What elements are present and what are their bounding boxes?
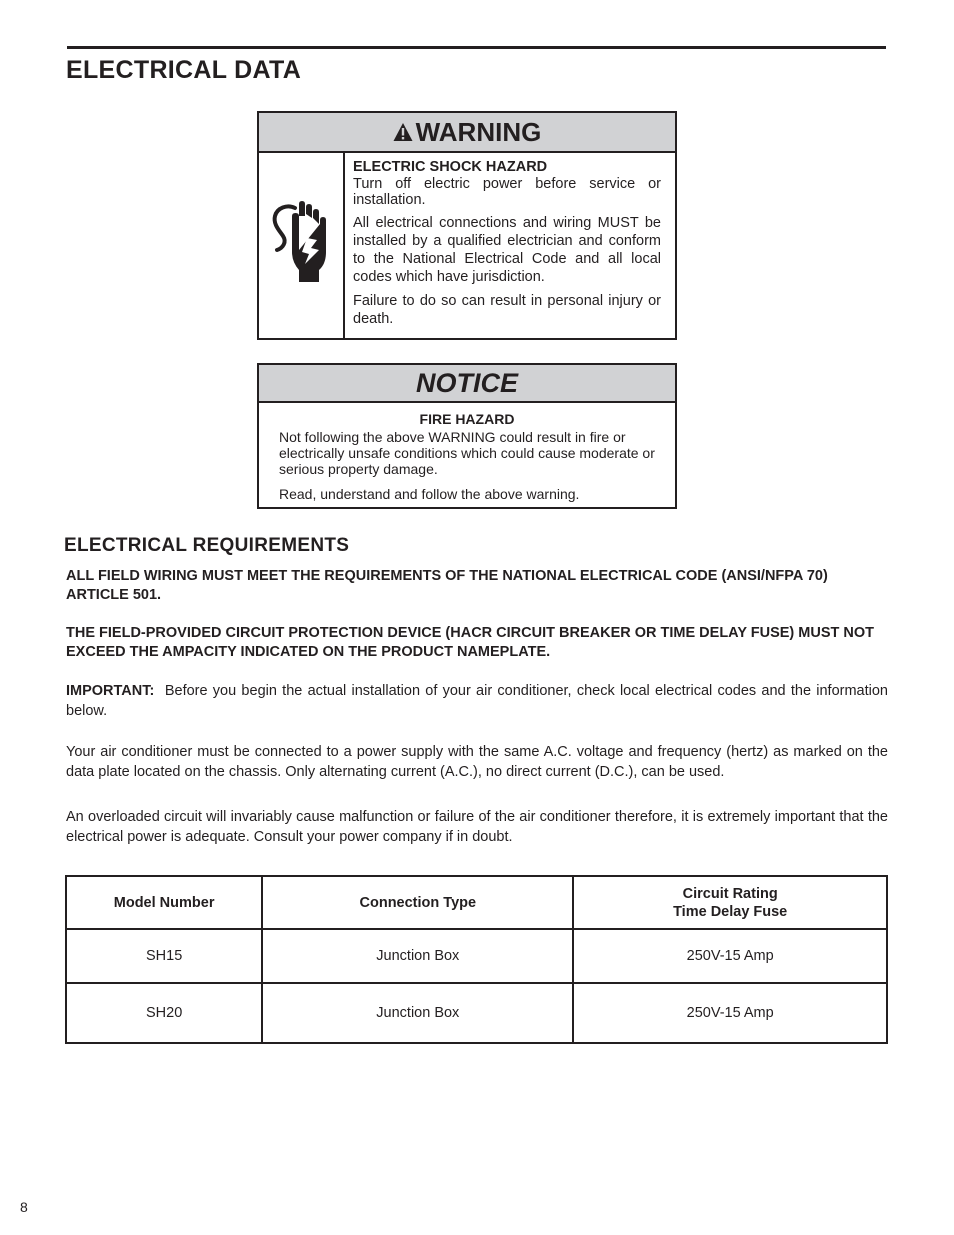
warning-hazard-title: ELECTRIC SHOCK HAZARD — [353, 159, 548, 175]
important-paragraph — [66, 681, 888, 721]
notice-paragraph: Not following the above WARNING could result in fire or electrically unsafe conditions which could cause moderate or serious property damage. — [279, 429, 655, 477]
wiring-requirement: ALL FIELD WIRING MUST MEET THE REQUIREMENTS OF THE NATIONAL ELECTRICAL CODE (ANSI/NFPA 70) ARTICLE 501. — [66, 568, 828, 603]
cell-connection: Junction Box — [262, 929, 573, 983]
warning-box — [257, 111, 677, 340]
protection-requirement: THE FIELD-PROVIDED CIRCUIT PROTECTION DEVICE (HACR CIRCUIT BREAKER OR TIME DELAY FUSE) MUST NOT EXCEED THE AMPACITY INDICATED ON THE PRODUCT NAMEPLATE. — [66, 625, 874, 660]
overload-paragraph: An overloaded circuit will invariably cause malfunction or failure of the air conditioner therefore, it is extremely important that the electrical power is adequate. Consult your power company if in doubt. — [66, 809, 888, 845]
notice-paragraph: Read, understand and follow the above warning. — [279, 486, 580, 502]
electric-shock-hand-icon — [269, 200, 333, 293]
power-supply-paragraph: Your air conditioner must be connected to a power supply with the same A.C. voltage and frequency (hertz) as marked on the data plate located on the chassis. Only alternating current (A.C.), no direct current (D.C.), can be used. — [66, 744, 888, 780]
header-model: Model Number — [66, 876, 262, 929]
notice-box — [257, 363, 677, 509]
page-number: 8 — [20, 1199, 28, 1215]
cell-rating: 250V-15 Amp — [573, 983, 887, 1043]
notice-hazard-title: FIRE HAZARD — [419, 411, 515, 427]
cell-connection: Junction Box — [262, 983, 573, 1043]
warning-paragraph: Turn off electric power before service or installation. — [353, 176, 661, 208]
top-rule — [67, 46, 886, 49]
table-header-row — [66, 876, 887, 929]
warning-body — [259, 153, 675, 340]
table-row — [66, 929, 887, 983]
warning-paragraph: Failure to do so can result in personal injury or death. — [353, 293, 661, 327]
alert-triangle-icon — [393, 122, 413, 142]
notice-header — [259, 365, 675, 403]
cell-model: SH20 — [66, 983, 262, 1043]
header-rating — [573, 876, 887, 929]
warning-paragraph: All electrical connections and wiring MUST be installed by a qualified electrician and conform to the National Electrical Code and all local codes which have jurisdiction. — [353, 215, 661, 285]
warning-header — [259, 113, 675, 153]
warning-label: WARNING — [415, 116, 542, 147]
header-rating-line1: Circuit Rating — [682, 885, 778, 902]
notice-label: NOTICE — [415, 367, 518, 398]
cell-model: SH15 — [66, 929, 262, 983]
section-title: ELECTRICAL REQUIREMENTS — [64, 535, 350, 556]
warning-text — [345, 153, 675, 340]
important-text: Before you begin the actual installation of your air conditioner, check local electrical codes and the information below. — [66, 683, 888, 719]
header-rating-line2: Time Delay Fuse — [673, 903, 788, 920]
electrical-spec-table — [65, 875, 888, 1044]
warning-icon-cell — [259, 153, 345, 340]
notice-body — [259, 403, 675, 502]
cell-rating: 250V-15 Amp — [573, 929, 887, 983]
header-connection: Connection Type — [262, 876, 573, 929]
important-lead: IMPORTANT: — [66, 683, 155, 699]
table-row — [66, 983, 887, 1043]
page-title: ELECTRICAL DATA — [66, 56, 302, 84]
